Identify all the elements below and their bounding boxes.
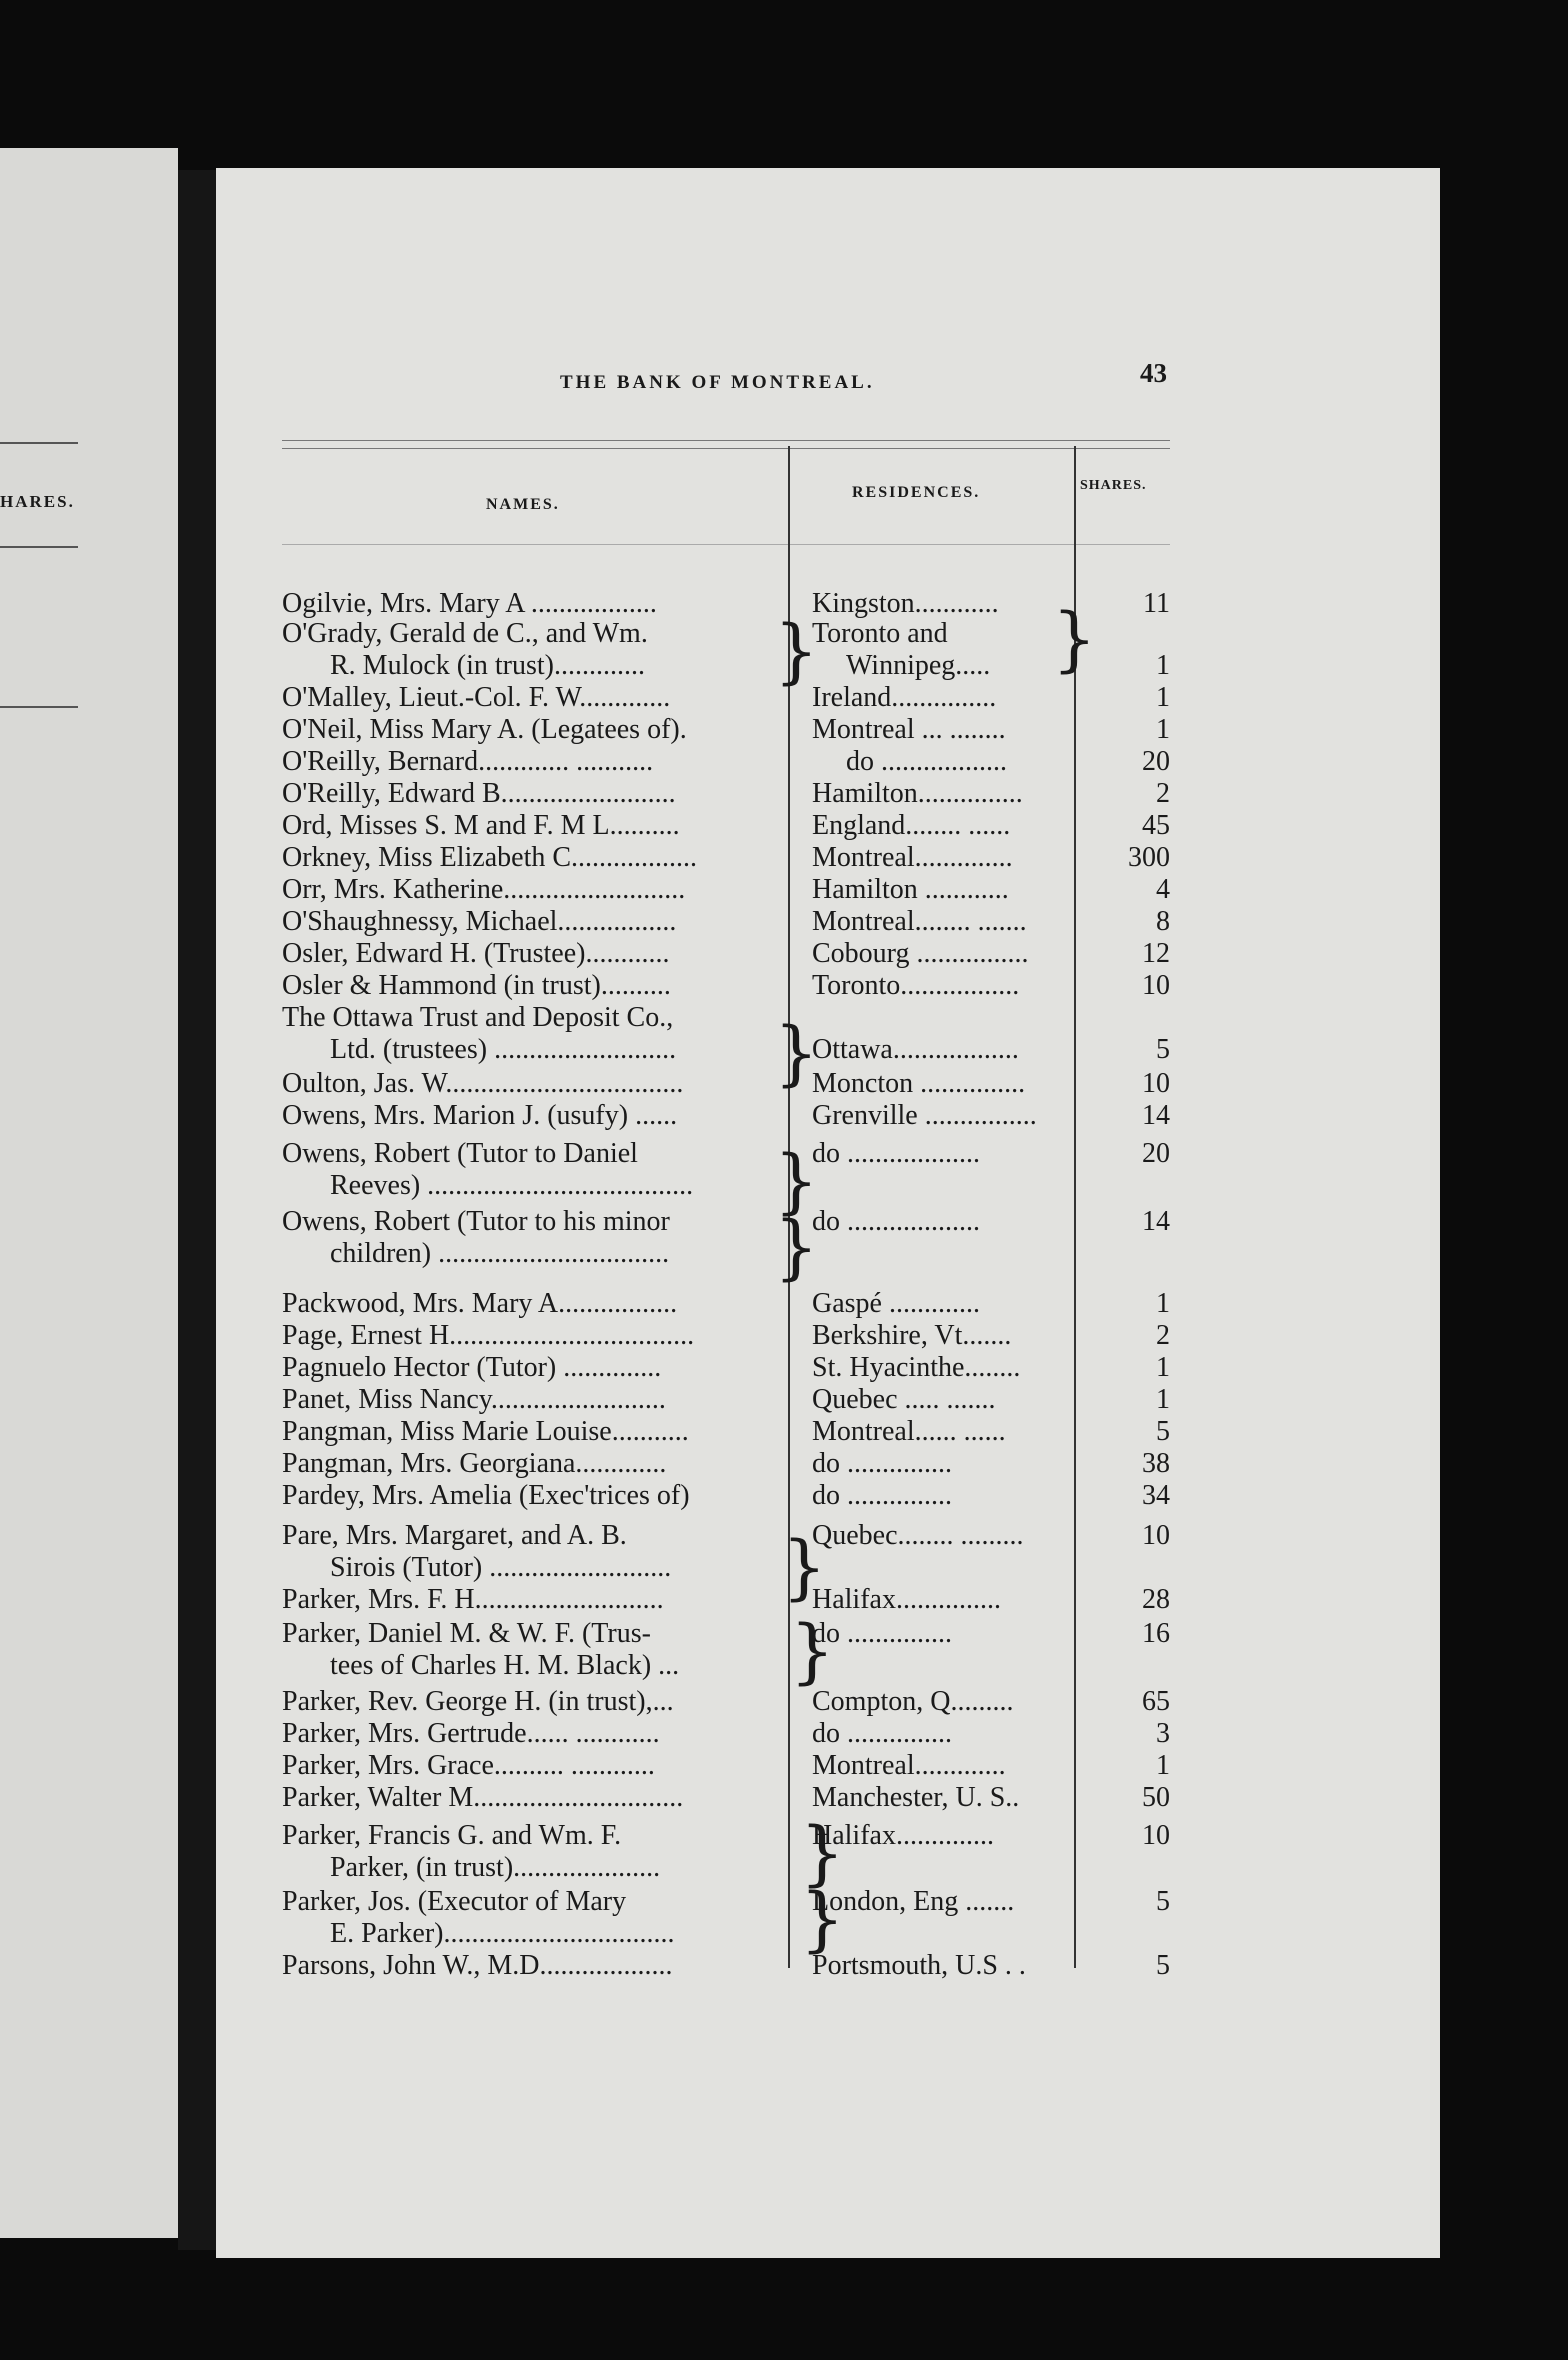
shareholder-residence: Winnipeg..... — [846, 650, 991, 681]
shareholder-row — [0, 746, 1568, 780]
shareholder-name: O'Neil, Miss Mary A. (Legatees of). — [282, 714, 687, 745]
shareholder-name: Reeves) ...................................... — [330, 1170, 694, 1201]
shareholder-residence: Montreal........ ....... — [812, 906, 1027, 937]
shareholder-residence: Toronto and — [812, 618, 948, 649]
shareholder-row — [0, 874, 1568, 908]
shareholder-row — [0, 1918, 1568, 1952]
shareholder-shares: 50 — [1142, 1782, 1170, 1813]
shareholder-shares: 1 — [1156, 650, 1170, 681]
shareholder-name: R. Mulock (in trust)............. — [330, 650, 645, 681]
shareholder-shares: 14 — [1142, 1100, 1170, 1131]
names-column-header: NAMES. — [486, 496, 560, 513]
shareholder-row — [0, 938, 1568, 972]
shareholder-residence: Montreal.............. — [812, 842, 1013, 873]
shareholder-shares: 10 — [1142, 1520, 1170, 1551]
shareholder-shares: 16 — [1142, 1618, 1170, 1649]
shareholder-shares: 8 — [1156, 906, 1170, 937]
shareholder-name: Oulton, Jas. W.................................. — [282, 1068, 684, 1099]
brace: } — [1052, 598, 1097, 680]
shareholder-name: Parker, Mrs. Gertrude...... ............ — [282, 1718, 660, 1749]
shareholder-shares: 1 — [1156, 1352, 1170, 1383]
shareholder-name: Osler, Edward H. (Trustee)............ — [282, 938, 670, 969]
shareholder-residence: Ottawa.................. — [812, 1034, 1019, 1065]
header-rule — [282, 448, 1170, 449]
shareholder-name: O'Grady, Gerald de C., and Wm. — [282, 618, 648, 649]
shareholder-shares: 1 — [1156, 1288, 1170, 1319]
shareholder-shares: 2 — [1156, 1320, 1170, 1351]
shareholder-shares: 1 — [1156, 682, 1170, 713]
shareholder-name: Owens, Robert (Tutor to Daniel — [282, 1138, 638, 1169]
shareholder-name: O'Shaughnessy, Michael................. — [282, 906, 677, 937]
residences-column-header: RESIDENCES. — [852, 484, 981, 501]
shareholder-row — [0, 1618, 1568, 1652]
shareholder-row — [0, 810, 1568, 844]
shareholder-row — [0, 842, 1568, 876]
shareholder-residence: Portsmouth, U.S . . — [812, 1950, 1026, 1981]
shareholder-shares: 1 — [1156, 1750, 1170, 1781]
shareholder-row — [0, 1100, 1568, 1134]
shareholder-residence: Cobourg ................ — [812, 938, 1029, 969]
shareholder-shares: 12 — [1142, 938, 1170, 969]
shareholder-shares: 1 — [1156, 1384, 1170, 1415]
shareholder-row — [0, 1650, 1568, 1684]
shareholder-residence: Grenville ................ — [812, 1100, 1037, 1131]
shareholder-name: Pangman, Miss Marie Louise........... — [282, 1416, 689, 1447]
shareholder-residence: Toronto................. — [812, 970, 1020, 1001]
shareholder-shares: 14 — [1142, 1206, 1170, 1237]
shareholder-name: Ord, Misses S. M and F. M L.......... — [282, 810, 680, 841]
shareholder-name: Owens, Mrs. Marion J. (usufy) ...... — [282, 1100, 678, 1131]
page-title: THE BANK OF MONTREAL. — [560, 372, 875, 393]
shareholder-shares: 10 — [1142, 1820, 1170, 1851]
shareholder-row — [0, 906, 1568, 940]
shareholder-residence: Quebec........ ......... — [812, 1520, 1024, 1551]
shareholder-row — [0, 714, 1568, 748]
shareholder-name: Parsons, John W., M.D................... — [282, 1950, 673, 1981]
shareholder-row — [0, 1820, 1568, 1854]
shareholder-residence: Halifax............... — [812, 1584, 1001, 1615]
shareholder-residence: Compton, Q......... — [812, 1686, 1014, 1717]
shareholder-name: O'Reilly, Edward B......................... — [282, 778, 676, 809]
header-rule — [282, 440, 1170, 441]
shareholder-name: Parker, Rev. George H. (in trust),... — [282, 1686, 674, 1717]
shareholder-name: tees of Charles H. M. Black) ... — [330, 1650, 680, 1681]
shareholder-row — [0, 1718, 1568, 1752]
shareholder-name: Owens, Robert (Tutor to his minor — [282, 1206, 670, 1237]
shareholder-name: Parker, Walter M.............................. — [282, 1782, 684, 1813]
shareholder-row — [0, 1288, 1568, 1322]
shareholder-residence: St. Hyacinthe........ — [812, 1352, 1021, 1383]
shareholder-name: Page, Ernest H................................... — [282, 1320, 695, 1351]
brace: } — [782, 1526, 827, 1608]
shareholder-shares: 2 — [1156, 778, 1170, 809]
shareholder-row — [0, 970, 1568, 1004]
shareholder-row — [0, 1384, 1568, 1418]
shareholder-residence: do ................... — [812, 1206, 980, 1237]
shareholder-residence: London, Eng ....... — [812, 1886, 1015, 1917]
shareholder-residence: do .................. — [846, 746, 1007, 777]
shareholder-residence: Ireland............... — [812, 682, 997, 713]
shareholder-name: Pare, Mrs. Margaret, and A. B. — [282, 1520, 627, 1551]
shareholder-name: Sirois (Tutor) .......................... — [330, 1552, 672, 1583]
shareholder-shares: 1 — [1156, 714, 1170, 745]
shareholder-name: Orr, Mrs. Katherine.......................... — [282, 874, 686, 905]
shareholder-residence: Hamilton............... — [812, 778, 1023, 809]
shareholder-residence: Quebec ..... ....... — [812, 1384, 996, 1415]
shareholder-shares: 34 — [1142, 1480, 1170, 1511]
shareholder-name: Parker, Jos. (Executor of Mary — [282, 1886, 627, 1917]
shareholder-residence: do ................... — [812, 1138, 980, 1169]
shareholder-residence: do ............... — [812, 1618, 952, 1649]
shareholder-shares: 38 — [1142, 1448, 1170, 1479]
shareholder-shares: 10 — [1142, 1068, 1170, 1099]
shareholder-residence: Berkshire, Vt....... — [812, 1320, 1012, 1351]
left-page-shares-header: HARES. — [0, 492, 75, 511]
shareholder-name: Ogilvie, Mrs. Mary A .................. — [282, 588, 657, 619]
shareholder-shares: 5 — [1156, 1950, 1170, 1981]
shareholder-row — [0, 1852, 1568, 1886]
shareholder-shares: 65 — [1142, 1686, 1170, 1717]
shareholder-shares: 20 — [1142, 746, 1170, 777]
shareholder-residence: Montreal............. — [812, 1750, 1006, 1781]
left-page-rule — [0, 546, 78, 548]
shareholder-residence: Moncton ............... — [812, 1068, 1026, 1099]
shareholder-residence: Montreal ... ........ — [812, 714, 1006, 745]
shareholder-shares: 28 — [1142, 1584, 1170, 1615]
shareholder-residence: England........ ...... — [812, 810, 1011, 841]
shareholder-residence: Gaspé ............. — [812, 1288, 980, 1319]
shareholder-row — [0, 1782, 1568, 1816]
shareholder-shares: 5 — [1156, 1034, 1170, 1065]
shareholder-name: The Ottawa Trust and Deposit Co., — [282, 1002, 674, 1033]
shareholder-residence: Halifax.............. — [812, 1820, 994, 1851]
shareholder-shares: 300 — [1128, 842, 1170, 873]
shareholder-name: E. Parker)................................. — [330, 1918, 675, 1949]
shareholder-name: Panet, Miss Nancy......................... — [282, 1384, 666, 1415]
shareholder-name: Parker, (in trust)..................... — [330, 1852, 661, 1883]
page-number: 43 — [1140, 358, 1167, 388]
brace: } — [800, 1878, 845, 1960]
shareholder-name: Ltd. (trustees) .......................... — [330, 1034, 677, 1065]
shareholder-residence: do ............... — [812, 1718, 952, 1749]
shareholder-shares: 5 — [1156, 1416, 1170, 1447]
shareholder-row — [0, 1750, 1568, 1784]
shareholder-row — [0, 1480, 1568, 1514]
shareholder-shares: 5 — [1156, 1886, 1170, 1917]
shareholder-residence: do ............... — [812, 1448, 952, 1479]
shareholder-name: Orkney, Miss Elizabeth C.................. — [282, 842, 698, 873]
shareholder-shares: 3 — [1156, 1718, 1170, 1749]
brace: } — [800, 1812, 845, 1894]
shareholder-row — [0, 1950, 1568, 1984]
shareholder-name: Parker, Daniel M. & W. F. (Trus- — [282, 1618, 651, 1649]
shareholder-row — [0, 778, 1568, 812]
shareholder-name: Pardey, Mrs. Amelia (Exec'trices of) — [282, 1480, 690, 1511]
shareholder-name: Parker, Francis G. and Wm. F. — [282, 1820, 622, 1851]
shareholder-shares: 11 — [1143, 588, 1170, 619]
brace: } — [774, 1012, 819, 1094]
brace: } — [774, 610, 819, 692]
shareholder-shares: 45 — [1142, 810, 1170, 841]
shareholder-name: Pagnuelo Hector (Tutor) .............. — [282, 1352, 662, 1383]
shareholder-residence: do ............... — [812, 1480, 952, 1511]
shareholder-shares: 4 — [1156, 874, 1170, 905]
shareholder-row — [0, 1686, 1568, 1720]
shareholder-row — [0, 1352, 1568, 1386]
shareholder-shares: 10 — [1142, 970, 1170, 1001]
column-header-rule — [282, 544, 1170, 545]
shareholder-name: children) ................................. — [330, 1238, 670, 1269]
brace: } — [774, 1140, 819, 1222]
shareholder-shares: 20 — [1142, 1138, 1170, 1169]
shareholder-residence: Kingston............ — [812, 588, 999, 619]
shareholder-name: Osler & Hammond (in trust).......... — [282, 970, 671, 1001]
shareholder-row — [0, 1320, 1568, 1354]
shareholder-row — [0, 1886, 1568, 1920]
shareholder-name: Pangman, Mrs. Georgiana............. — [282, 1448, 667, 1479]
shareholder-residence: Montreal...... ...... — [812, 1416, 1006, 1447]
shareholder-name: Packwood, Mrs. Mary A................. — [282, 1288, 678, 1319]
shares-column-header: SHARES. — [1080, 478, 1147, 493]
shareholder-residence: Manchester, U. S.. — [812, 1782, 1020, 1813]
shareholder-row — [0, 1448, 1568, 1482]
brace: } — [790, 1610, 835, 1692]
brace: } — [774, 1206, 819, 1288]
shareholder-name: Parker, Mrs. F. H........................... — [282, 1584, 664, 1615]
shareholder-row — [0, 1416, 1568, 1450]
shareholder-residence: Hamilton ............ — [812, 874, 1009, 905]
shareholder-name: O'Malley, Lieut.-Col. F. W............. — [282, 682, 671, 713]
left-page-rule — [0, 442, 78, 444]
shareholder-name: O'Reilly, Bernard............. ........... — [282, 746, 654, 777]
shareholder-name: Parker, Mrs. Grace.......... ............ — [282, 1750, 655, 1781]
